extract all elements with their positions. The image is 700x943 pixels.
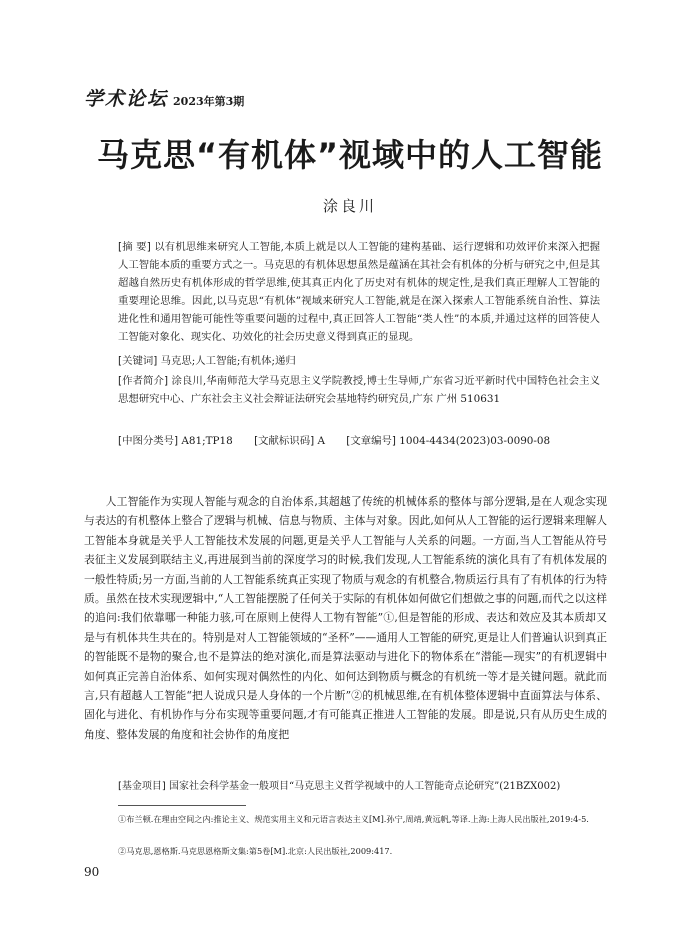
clc-label: [ 中图分类号 ]	[118, 435, 178, 447]
body-paragraph: 人工智能作为实现人智能与观念的自治体系,其超越了传统的机械体系的整体与部分逻辑,是在人观念实现与表达的有机整体上整合了逻辑与机械、信息与物质、主体与对象。因此,如何从人工智能的运行逻辑来理解人工智能本身就是关乎人工智能技术发展的问题,更是关乎人工智能与人关系的问题。一方面,当人工智能从符号表征主义发展到联结主义,再进展到当前的深度学习的时候,我们发现,人工智能系统的演化具有了有机体发展的一般性特质;另一方面,当前的人工智能系统真正实现了物质与观念的有机整合,物质运行具有了有机体的行为特质。虽然在技术实现逻辑中,“人工智能摆脱了任何关于实际的有机体如何做它们想做之事的问题,而代之以这样的追问:我们依靠哪一种能力骇,可在原则上使得人工物有智能”①,但是智能的形成、表达和效应及其本质却又是与有机体共生共在的。特别是对人工智能领域的“圣杯”——通用人工智能的研究,更是让人们普遍认识到真正的智能既不是物的聚合,也不是算法的绝对演化,而是算法驱动与进化下的物体系在“潜能—现实”的有机逻辑中如何真正完善自治体系、如何实现对偶然性的内化、如何达到物质与概念的有机统一等才是关键问题。就此而言,只有超越人工智能“把人说成只是人身体的一个片断”②的机械思维,在有机体整体逻辑中直面算法与体系、固化与进化、有机协作与分布实现等重要问题,才有可能真正推进人工智能的发展。即是说,只有从历史生成的角度、整体发展的角度和社会协作的角度把	[84, 495, 607, 741]
author-intro-text: 涂良川,华南师范大学马克思主义学院教授,博士生导师,广东省习近平新时代中国特色社会主义思想研究中心、广东社会主义社会辩证法研究会基地特约研究员,广东 广州 510631	[118, 375, 601, 405]
author-intro-label: [ 作者简介 ]	[118, 375, 168, 387]
doc-code-value: A	[317, 435, 325, 447]
article-number-label: [ 文章编号 ]	[346, 435, 396, 447]
abstract-block	[118, 238, 600, 346]
clc-item	[118, 432, 233, 450]
journal-name: 学术论坛	[84, 88, 169, 110]
fund-text: 国家社会科学基金一般项目“马克思主义哲学视域中的人工智能奇点论研究”(21BZX002)	[169, 781, 561, 792]
footnote-2: ②马克思,恩格斯.马克思恩格斯文集:第5卷[M].北京:人民出版社,2009:417.	[118, 846, 393, 856]
doc-code-item	[254, 432, 325, 450]
abstract-label: [ 摘 要 ]	[118, 241, 151, 253]
keywords-label: [ 关键词 ]	[118, 355, 157, 367]
article-number-item	[346, 432, 550, 450]
author-intro-block	[118, 372, 600, 408]
keywords-block	[118, 352, 600, 370]
doc-code-label: [ 文献标识码 ]	[254, 435, 314, 447]
issue-label: 2023年第3期	[173, 95, 245, 108]
footnote-1: ①布兰顿.在理由空间之内:推论主义、规范实用主义和元语言表达主义[M].孙宁,周靖,黄远帆,等译.上海:上海人民出版社,2019:4-5.	[118, 814, 589, 824]
classification-row	[118, 432, 608, 450]
footnote-divider	[118, 805, 246, 806]
journal-header	[84, 84, 245, 110]
article-title: 马克思“有机体”视域中的人工智能	[96, 136, 604, 174]
page-number: 90	[84, 865, 100, 879]
clc-value: A81;TP18	[181, 435, 233, 447]
fund-note	[118, 779, 608, 795]
article-author: 涂良川	[322, 197, 377, 215]
abstract-text: 以有机思维来研究人工智能,本质上就是以人工智能的建构基础、运行逻辑和功效评价来深入把握人工智能本质的重要方式之一。马克思的有机体思想虽然是蕴涵在其社会有机体的分析与研究之中,但是其超越自然历史有机体形成的哲学思维,使其真正内化了历史对有机体的规定性,是我们真正理解人工智能的重要理论思维。因此,以马克思“有机体”视域来研究人工智能,就是在深入探索人工智能系统自治性、算法进化性和通用智能可能性等重要问题的过程中,真正回答人工智能“类人性”的本质,并通过这样的回答使人工智能对象化、现实化、功效化的社会历史意义得到真正的显现。	[118, 241, 600, 343]
fund-label: [ 基金项目 ]	[118, 781, 166, 792]
keywords-text: 马克思;人工智能;有机体;递归	[160, 355, 296, 367]
article-number-value: 1004-4434(2023)03-0090-08	[399, 435, 551, 447]
